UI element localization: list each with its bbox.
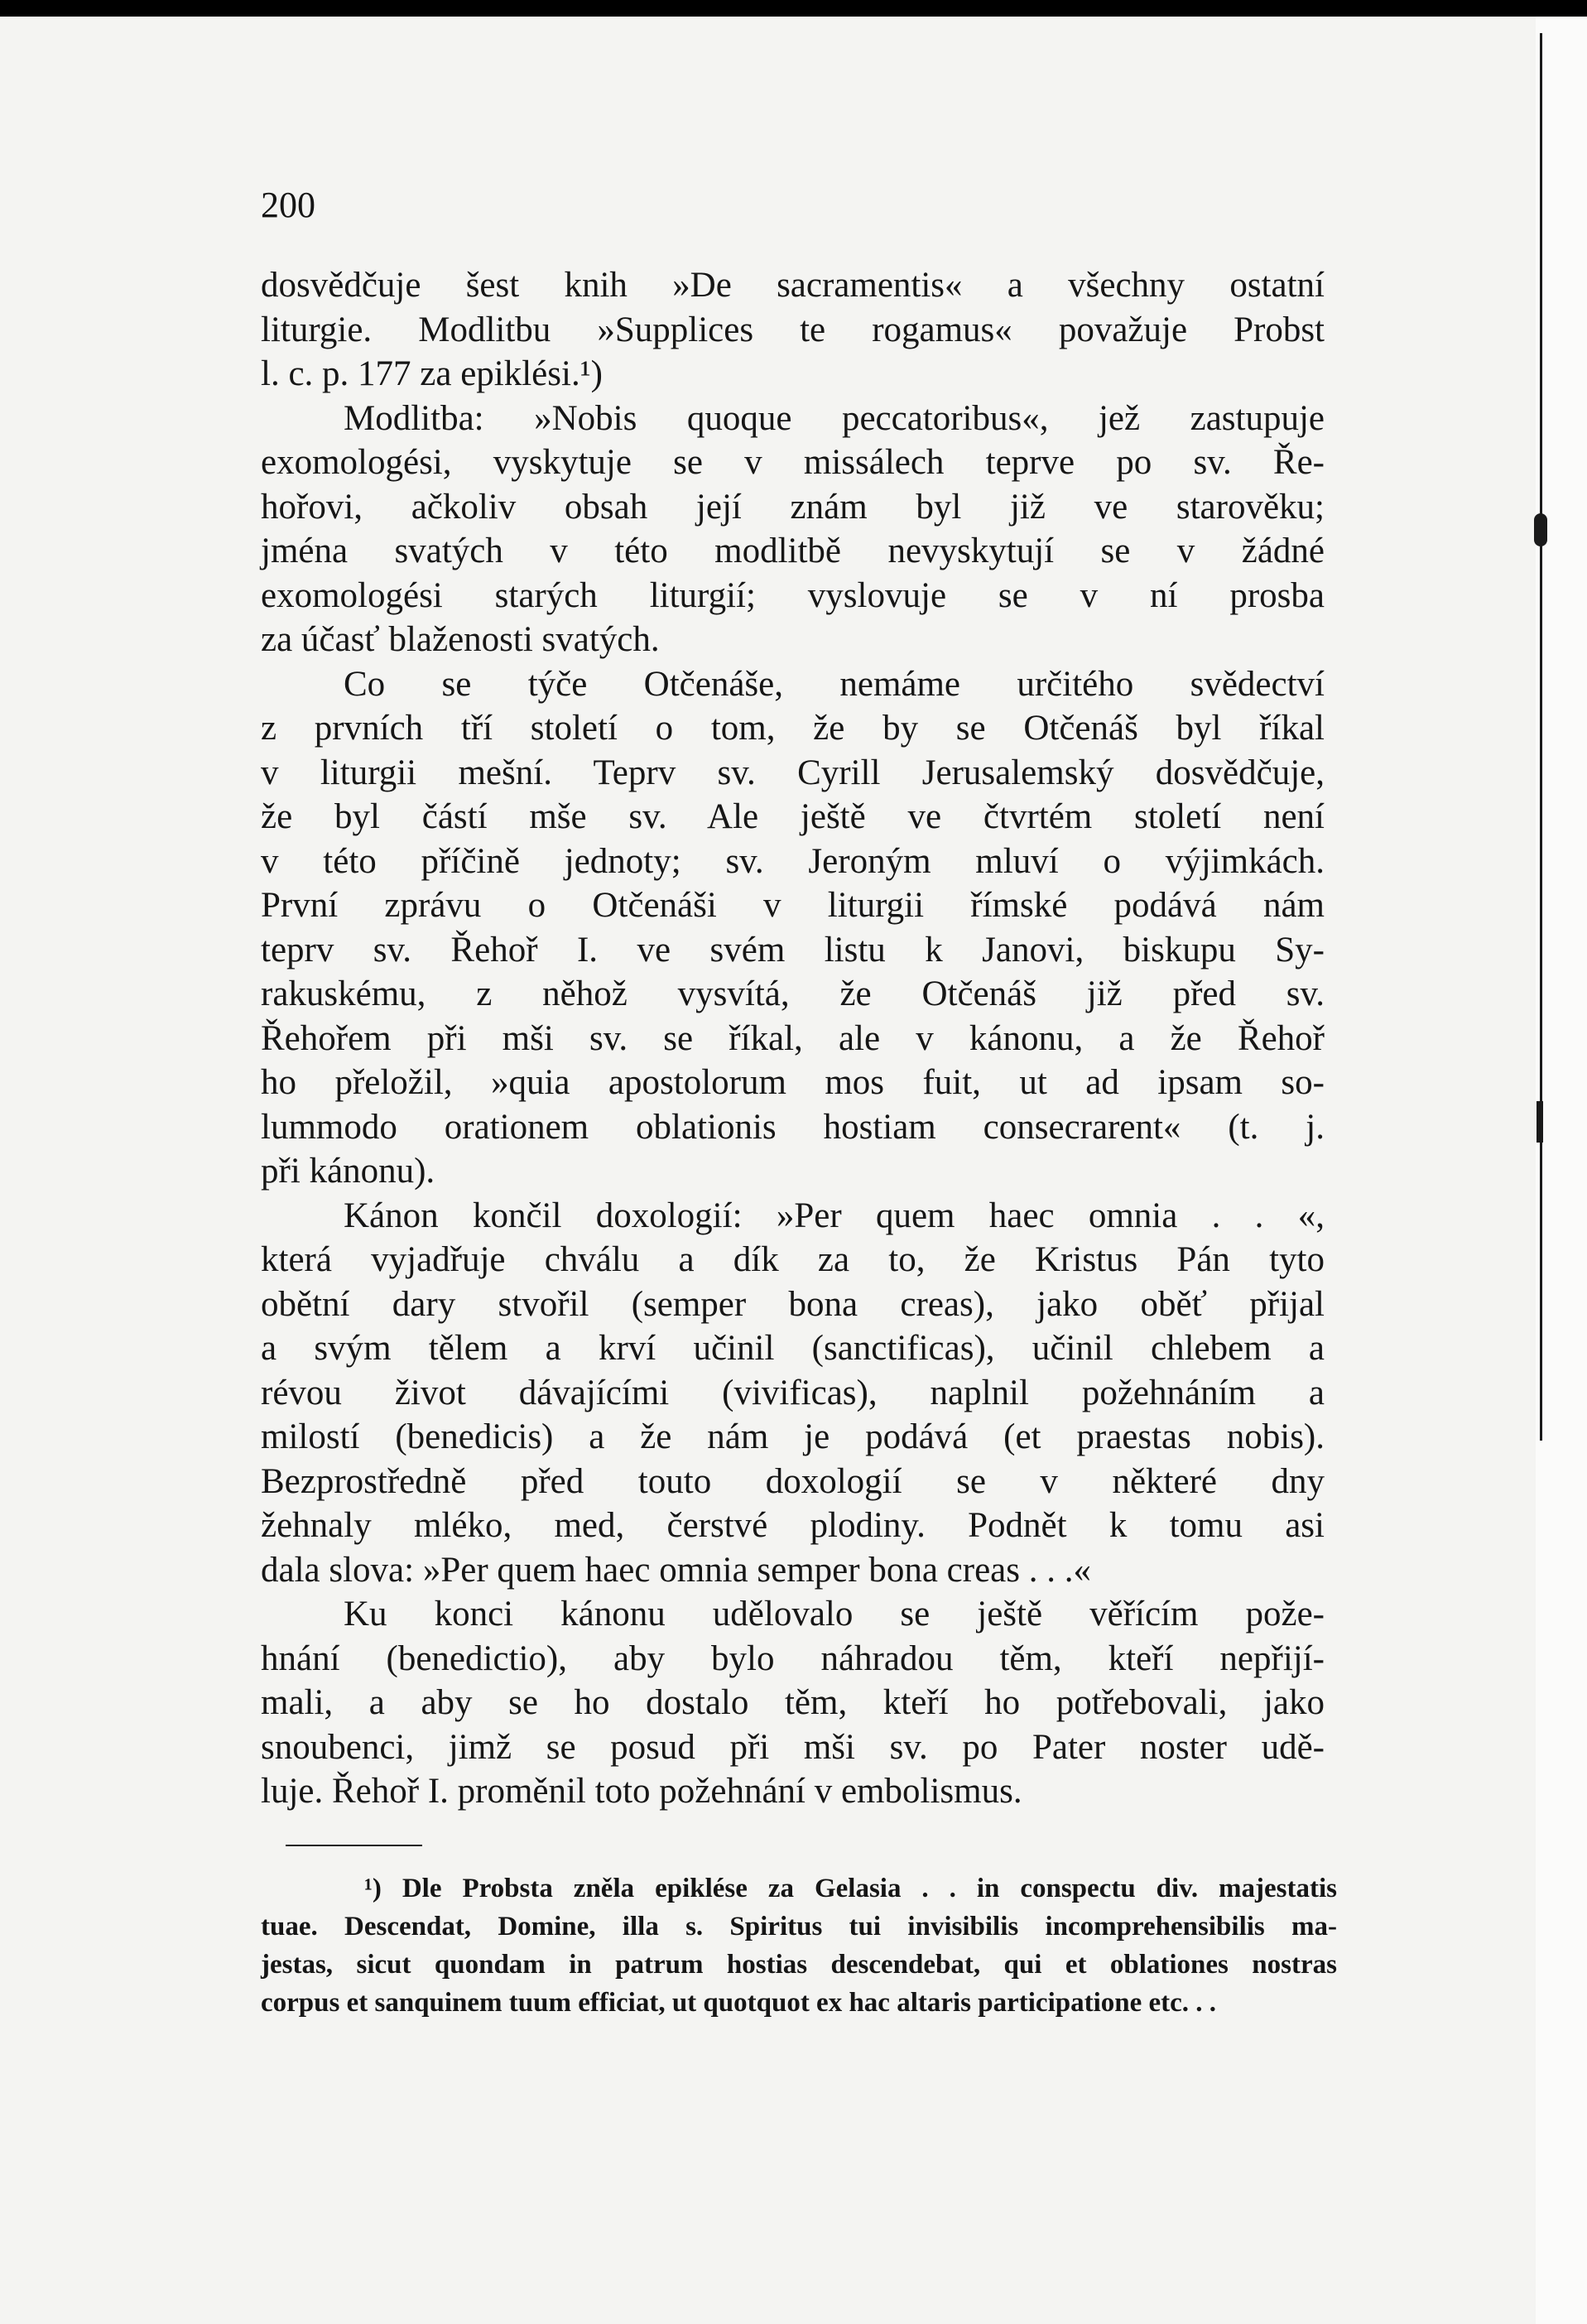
footnote-rule [286, 1845, 422, 1846]
text-line: ho přeložil, »quia apostolorum mos fuit, ut ad ipsam so- [261, 1063, 1325, 1102]
footnote [261, 1869, 1337, 2022]
text-line: v této příčině jednoty; sv. Jeroným mluví o výjimkách. [261, 841, 1325, 881]
text-line: snoubenci, jimž se posud při mši sv. po Pater noster udě- [261, 1727, 1325, 1767]
body-text [261, 263, 1325, 1814]
text-line: dosvědčuje šest knih »De sacramentis« a všechny ostatní [261, 266, 1325, 305]
text-line: jména svatých v této modlitbě nevyskytují se v žádné [261, 532, 1325, 570]
text-line: která vyjadřuje chválu a dík za to, že Kristus Pán tyto [261, 1240, 1325, 1279]
footnote-line: corpus et sanquinem tuum efficiat, ut quotquot ex hac altaris participatione etc. . . [261, 1988, 1217, 2018]
footnote-line: jestas, sicut quondam in patrum hostias descendebat, qui et oblationes nostras [261, 1950, 1337, 1980]
text-line: Kánon končil doxologií: »Per quem haec omnia . . «, [344, 1196, 1325, 1235]
text-line: hnání (benedictio), aby bylo náhradou těm, kteří nepřijí- [261, 1638, 1325, 1678]
paragraph [261, 397, 1325, 662]
text-line: teprv sv. Řehoř I. ve svém listu k Janovi, biskupu Sy- [261, 930, 1325, 970]
text-line: Ku konci kánonu udělovalo se ještě věřícím pože- [344, 1595, 1325, 1634]
text-line: liturgie. Modlitbu »Supplices te rogamus« považuje Probst [261, 310, 1325, 349]
text-line: z prvních tří století o tom, že by se Otčenáš byl říkal [261, 709, 1325, 748]
text-line: milostí (benedicis) a že nám je podává (et praestas nobis). [261, 1417, 1325, 1456]
text-line: že byl částí mše sv. Ale ještě ve čtvrtém století není [261, 797, 1325, 836]
paragraph [261, 1592, 1325, 1814]
text-line: dala slova: »Per quem haec omnia semper bona creas . . .« [261, 1550, 1091, 1590]
text-line: révou život dávajícími (vivificas), naplnil požehnáním a [261, 1373, 1325, 1412]
text-line: žehnaly mléko, med, čerstvé plodiny. Podnět k tomu asi [261, 1506, 1325, 1545]
page-number: 200 [261, 185, 315, 225]
paragraph [261, 662, 1325, 1194]
text-line: luje. Řehoř I. proměnil toto požehnání v embolismus. [261, 1772, 1022, 1811]
text-line: za účasť blaženosti svatých. [261, 620, 660, 659]
text-line: Modlitba: »Nobis quoque peccatoribus«, jež zastupuje [344, 398, 1325, 438]
text-line: při kánonu). [261, 1152, 435, 1191]
scan-edge-line [1540, 33, 1542, 1441]
text-line: obětní dary stvořil (semper bona creas), jako oběť přijal [261, 1284, 1325, 1324]
paragraph [261, 1194, 1325, 1593]
scan-edge [1536, 17, 1587, 2324]
text-line: První zprávu o Otčenáši v liturgii římské podává nám [261, 886, 1325, 925]
footnote-line: ¹) Dle Probsta zněla epiklése za Gelasia . . in conspectu div. majestatis [364, 1874, 1337, 1903]
text-line: hořovi, ačkoliv obsah její znám byl již ve starověku; [261, 487, 1325, 527]
text-line: lummodo orationem oblationis hostiam consecrarent« (t. j. [261, 1107, 1325, 1147]
text-line: l. c. p. 177 za epiklési.¹) [261, 354, 603, 393]
text-line: Co se týče Otčenáše, nemáme určitého svědectví [344, 664, 1325, 704]
text-line: mali, a aby se ho dostalo těm, kteří ho potřebovali, jako [261, 1683, 1325, 1722]
scan-edge-mark [1534, 513, 1547, 546]
scan-edge-mark [1537, 1101, 1543, 1143]
text-line: exomologési, vyskytuje se v missálech teprve po sv. Ře- [261, 443, 1325, 482]
text-line: exomologési starých liturgií; vyslovuje se v ní prosba [261, 575, 1325, 615]
text-line: rakuskému, z něhož vysvítá, že Otčenáš již před sv. [261, 974, 1325, 1013]
text-line: a svým tělem a krví učinil (sanctificas), učinil chlebem a [261, 1329, 1325, 1368]
footnote-line: tuae. Descendat, Domine, illa s. Spiritus tui invisibilis incomprehensibilis ma- [261, 1912, 1337, 1941]
text-line: Bezprostředně před touto doxologií se v některé dny [261, 1461, 1325, 1501]
text-line: v liturgii mešní. Teprv sv. Cyrill Jerusalemský dosvědčuje, [261, 753, 1325, 792]
text-line: Řehořem při mši sv. se říkal, ale v kánonu, a že Řehoř [261, 1018, 1325, 1058]
paragraph [261, 263, 1325, 397]
